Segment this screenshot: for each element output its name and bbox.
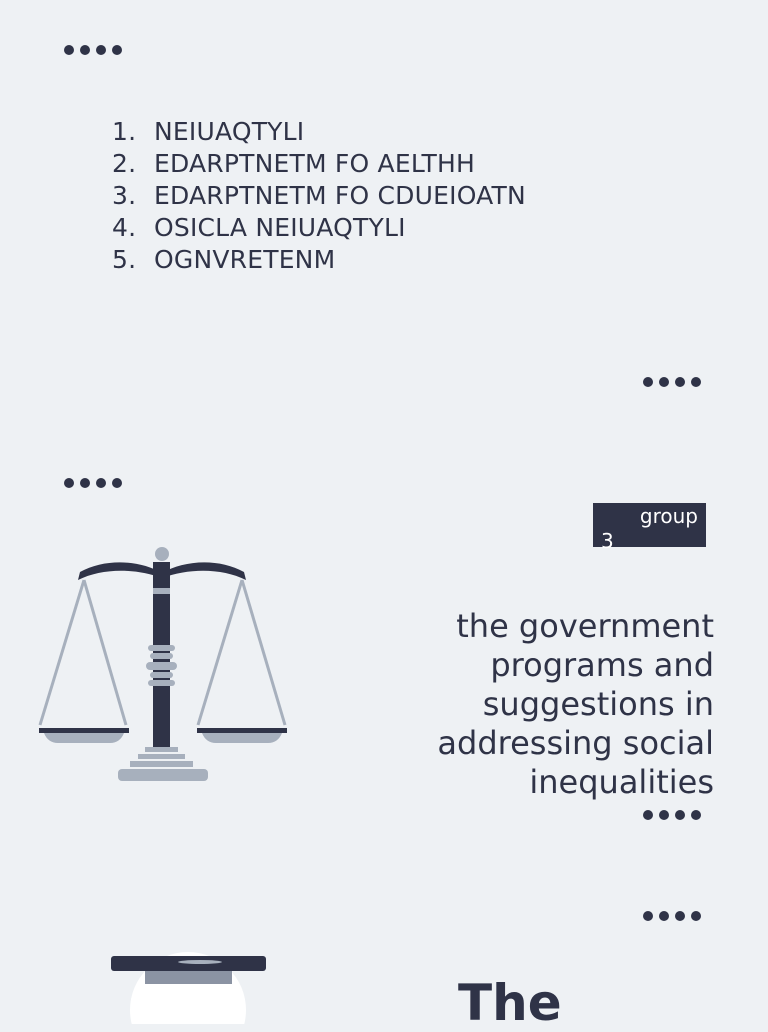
- numbered-list: [112, 116, 526, 276]
- graduation-cap-icon: [100, 950, 280, 1024]
- decorative-dots-right-3: [643, 911, 701, 921]
- list-item: 5. OGNVRETENM: [112, 245, 336, 274]
- decorative-dots-left-2: [64, 478, 122, 488]
- group-badge: group 3: [593, 503, 706, 547]
- decorative-dots-right-1: [643, 377, 701, 387]
- section-heading: the government programs and suggestions in addressing social inequalities: [437, 607, 714, 801]
- scale-of-justice-icon: [30, 540, 300, 790]
- list-item: 1. NEIUAQTYLI: [112, 117, 305, 146]
- list-item: 4. OSICLA NEIUAQTYLI: [112, 213, 406, 242]
- decorative-dots-top-left: [64, 45, 122, 55]
- decorative-dots-right-2: [643, 810, 701, 820]
- bottom-title: The: [458, 974, 562, 1032]
- list-item: 3. EDARPTNETM FO CDUEIOATN: [112, 181, 526, 210]
- list-item: 2. EDARPTNETM FO AELTHH: [112, 149, 475, 178]
